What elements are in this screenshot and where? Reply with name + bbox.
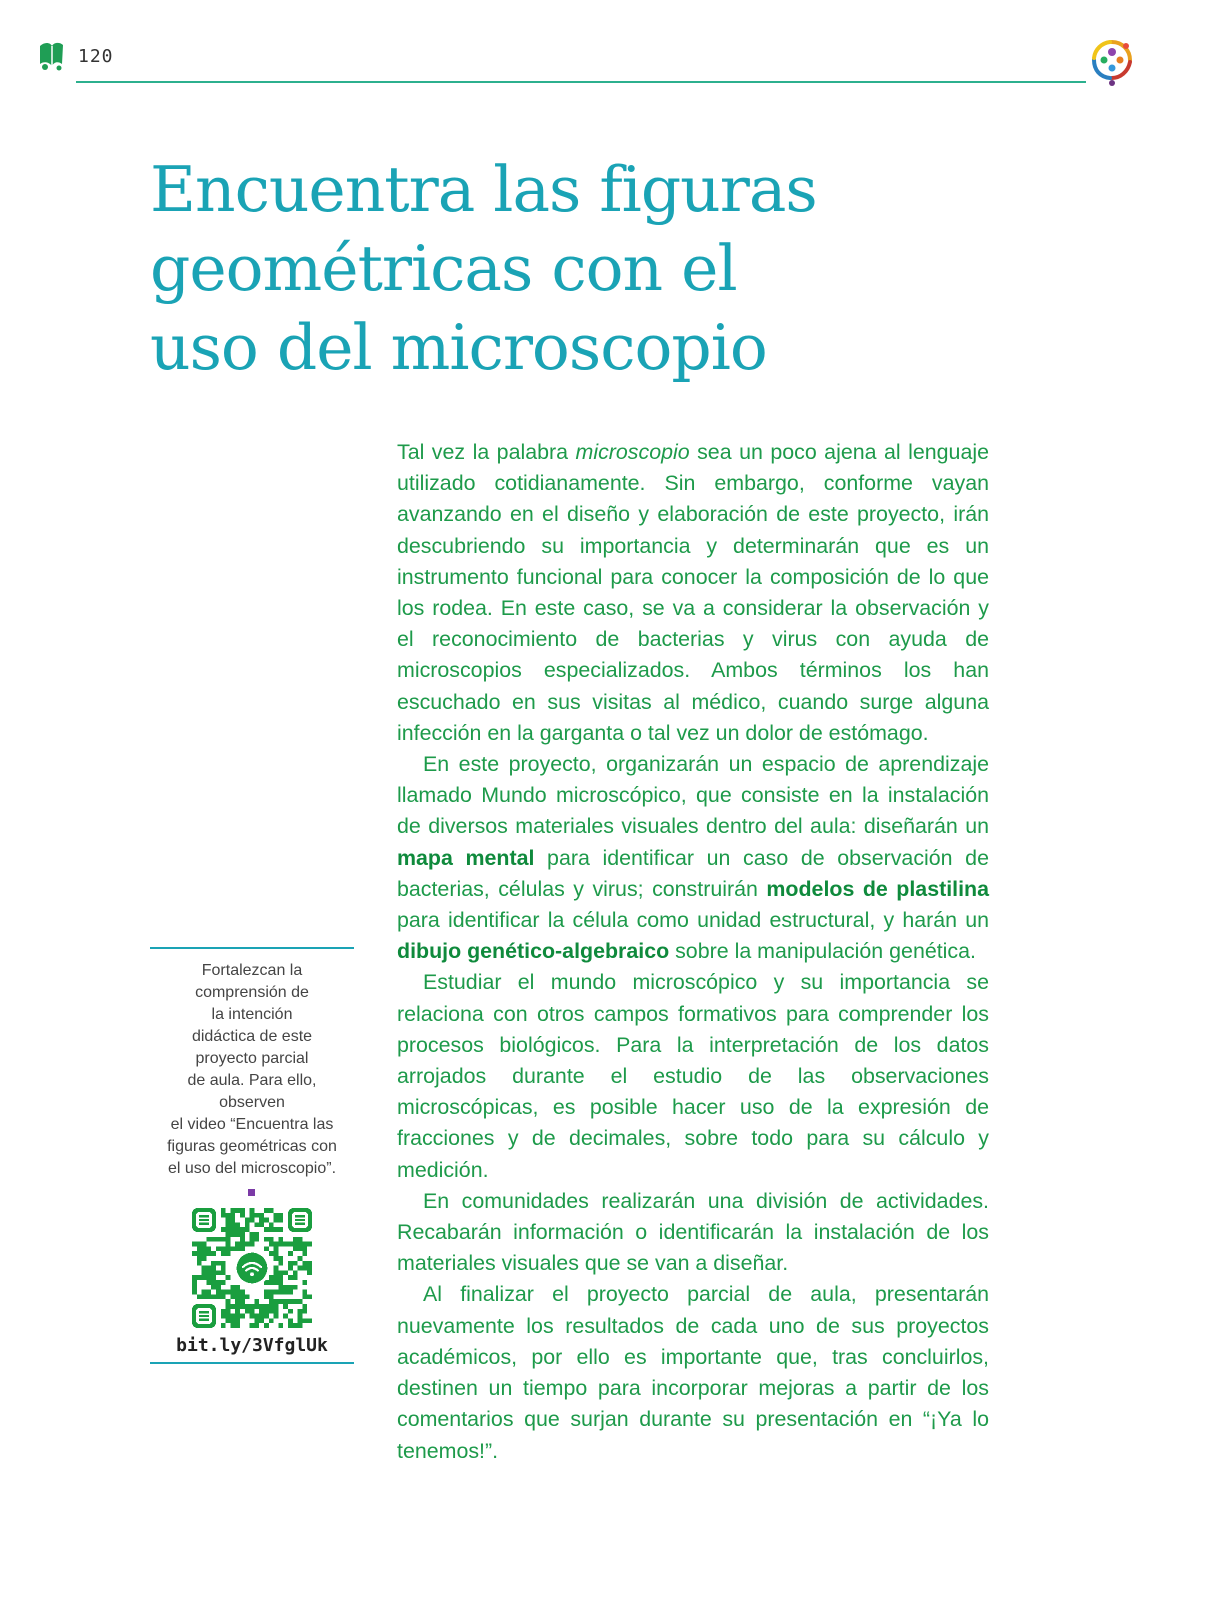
- title-line: Encuentra las figuras: [150, 153, 817, 226]
- page-number: 120: [78, 46, 114, 67]
- header-rule: [76, 81, 1086, 83]
- qr-code-icon[interactable]: [192, 1208, 312, 1328]
- bold-term: dibujo genético-algebraico: [397, 939, 670, 964]
- sidebar-line: comprensión de: [195, 984, 309, 1001]
- sidebar-line: el video “Encuentra las: [170, 1116, 334, 1133]
- text-run: Tal vez la palabra: [397, 440, 576, 464]
- paragraph: Estudiar el mundo microscópico y su importancia se relaciona con otros campos formativos para comprender los procesos biológicos. Para la interpretación de los datos arrojados durante el estudio de las observaciones microscópicas, es posible hacer uso de la expresión de fracciones y de decimales, sobre todo para su cálculo y medición.: [397, 970, 989, 1182]
- text-run: En este proyecto, organizarán un espacio de aprendizaje llamado Mundo microscópico, que consiste en la instalación de diversos materiales visuales dentro del aula: diseñarán un: [397, 752, 989, 839]
- sidebar-line: proyecto parcial: [195, 1050, 309, 1067]
- title-line: geométricas con el: [150, 232, 737, 305]
- title-line: uso del microscopio: [150, 311, 767, 384]
- bold-term: mapa mental: [397, 845, 535, 870]
- text-run: sobre la manipulación genética.: [669, 939, 976, 964]
- colorful-people-circle-logo: [1084, 32, 1140, 88]
- sidebar-line: Fortalezcan la: [201, 962, 303, 979]
- paragraph: En comunidades realizarán una división de actividades. Recabarán información o identificarán la instalación de los materiales visuales que se van a diseñar.: [397, 1188, 989, 1276]
- paragraph: Al finalizar el proyecto parcial de aula, presentarán nuevamente los resultados de cada uno de sus proyectos académicos, por ello es importante que, tras concluirlos, destinen un tiempo para incorporar mejoras a partir de los comentarios que surjan durante su presentación en “¡Ya lo tenemos!”.: [397, 1282, 989, 1463]
- sidebar-line: la intención: [211, 1006, 293, 1023]
- sidebar-rule-top: [150, 947, 354, 949]
- sidebar-line: didáctica de este: [191, 1028, 313, 1045]
- page-title: [150, 150, 870, 387]
- sidebar-line: el uso del microscopio”.: [167, 1160, 337, 1177]
- emphasis-text: microscopio: [575, 440, 690, 464]
- body-text: [397, 437, 989, 1467]
- green-book-leaf-icon: [36, 40, 66, 72]
- bold-term: modelos de plastilina: [766, 876, 990, 901]
- text-run: sea un poco ajena al lenguaje utilizado cotidianamente. Sin embargo, conforme vayan avanzando en el diseño y elaboración de este proyecto, irán descubriendo su importancia y determinarán que es un instrumento funcional para conocer la composición de lo que los rodea. En este caso, se va a considerar la observación y el reconocimiento de bacterias y virus con ayuda de microscopios especializados. Ambos términos los han escuchado en sus visitas al médico, cuando surge alguna infección en la garganta o tal vez un dolor de estómago.: [397, 440, 989, 745]
- sidebar-rule-bottom: [150, 1362, 354, 1364]
- paragraph: [397, 437, 989, 749]
- sidebar-note: [146, 960, 358, 1180]
- sidebar-line: de aula. Para ello,: [187, 1072, 317, 1089]
- qr-link[interactable]: bit.ly/3VfglUk: [176, 1335, 328, 1356]
- text-run: para identificar la célula como unidad estructural, y harán un: [397, 908, 989, 933]
- marker-square: [248, 1189, 255, 1196]
- text-run: para identificar un caso de observación de bacterias, células y virus; construirán: [397, 845, 989, 901]
- paragraph: [397, 749, 989, 967]
- sidebar-line: observen: [219, 1094, 285, 1111]
- sidebar-line: figuras geométricas con: [167, 1138, 337, 1155]
